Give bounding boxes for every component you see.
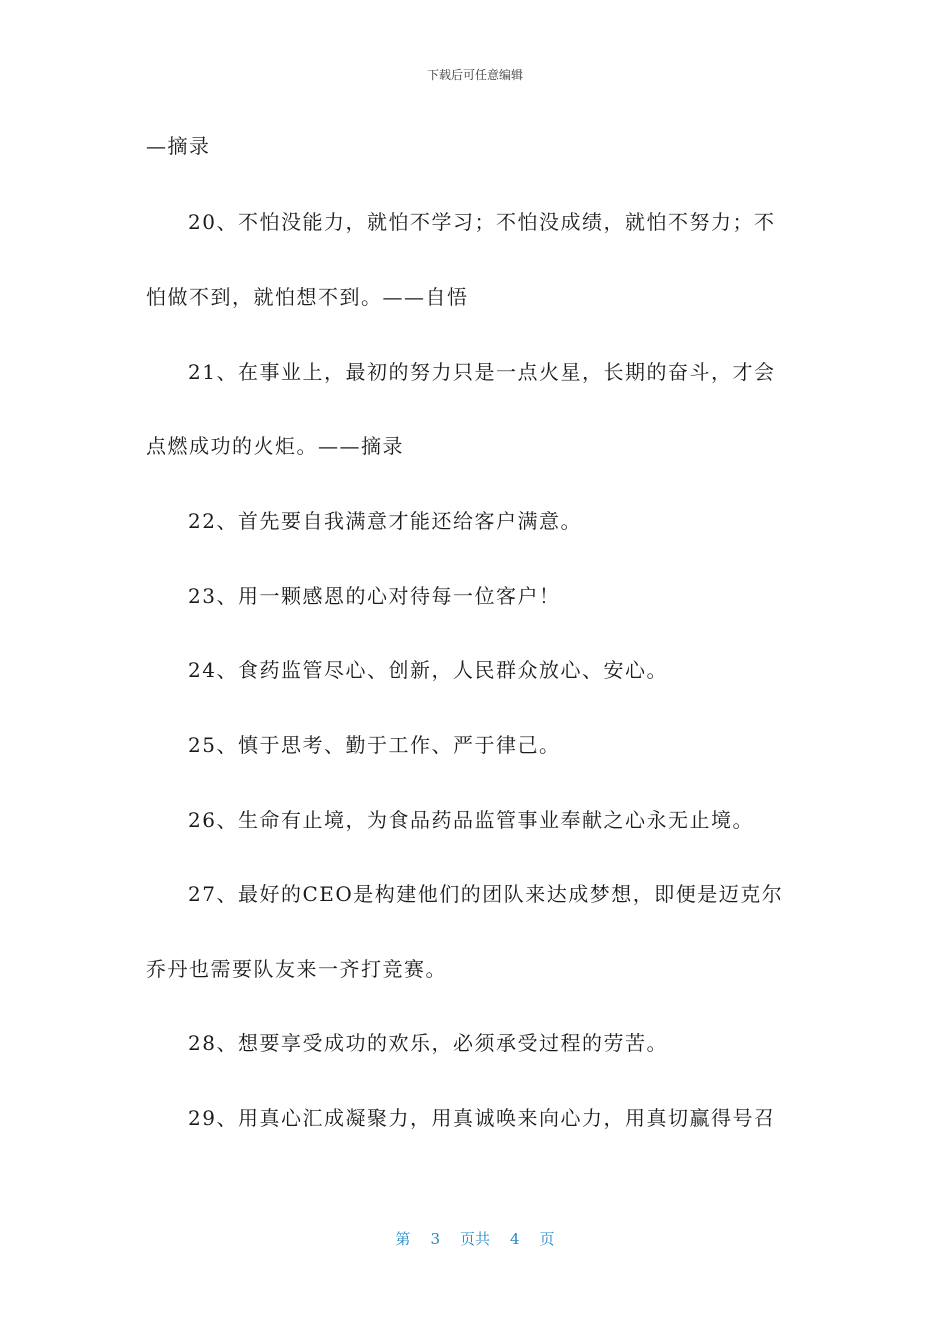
header-note: 下载后可任意编辑 (426, 68, 523, 82)
page-prefix: 第 (395, 1230, 411, 1248)
text-line: 23、用一颗感恩的心对待每一位客户！ (188, 584, 561, 608)
text-line: 25、慎于思考、勤于工作、严于律己。 (188, 733, 561, 757)
page-mid: 页共 (459, 1230, 490, 1248)
text-line: 点燃成功的火炬。——摘录 (146, 434, 404, 458)
total-pages-number: 4 (510, 1230, 520, 1248)
page-suffix: 页 (539, 1230, 555, 1248)
text-line: 26、生命有止境，为食品药品监管事业奉献之心永无止境。 (188, 808, 754, 832)
text-line: —摘录 (146, 134, 211, 158)
text-line: 20、不怕没能力，就怕不学习；不怕没成绩，就怕不努力；不 (188, 210, 776, 234)
page-number-footer (0, 1228, 950, 1249)
text-line: 24、食药监管尽心、创新，人民群众放心、安心。 (188, 658, 668, 682)
text-line: 27、最好的CEO是构建他们的团队来达成梦想，即便是迈克尔 (188, 882, 784, 906)
text-line: 28、想要享受成功的欢乐，必须承受过程的劳苦。 (188, 1031, 668, 1055)
text-line: 22、首先要自我满意才能还给客户满意。 (188, 509, 582, 533)
text-line: 29、用真心汇成凝聚力，用真诚唤来向心力，用真切赢得号召 (188, 1106, 776, 1130)
text-line: 怕做不到，就怕想不到。——自悟 (146, 285, 469, 309)
text-line: 乔丹也需要队友来一齐打竞赛。 (146, 957, 447, 981)
text-line: 21、在事业上，最初的努力只是一点火星，长期的奋斗，才会 (188, 360, 776, 384)
current-page-number: 3 (430, 1230, 440, 1248)
